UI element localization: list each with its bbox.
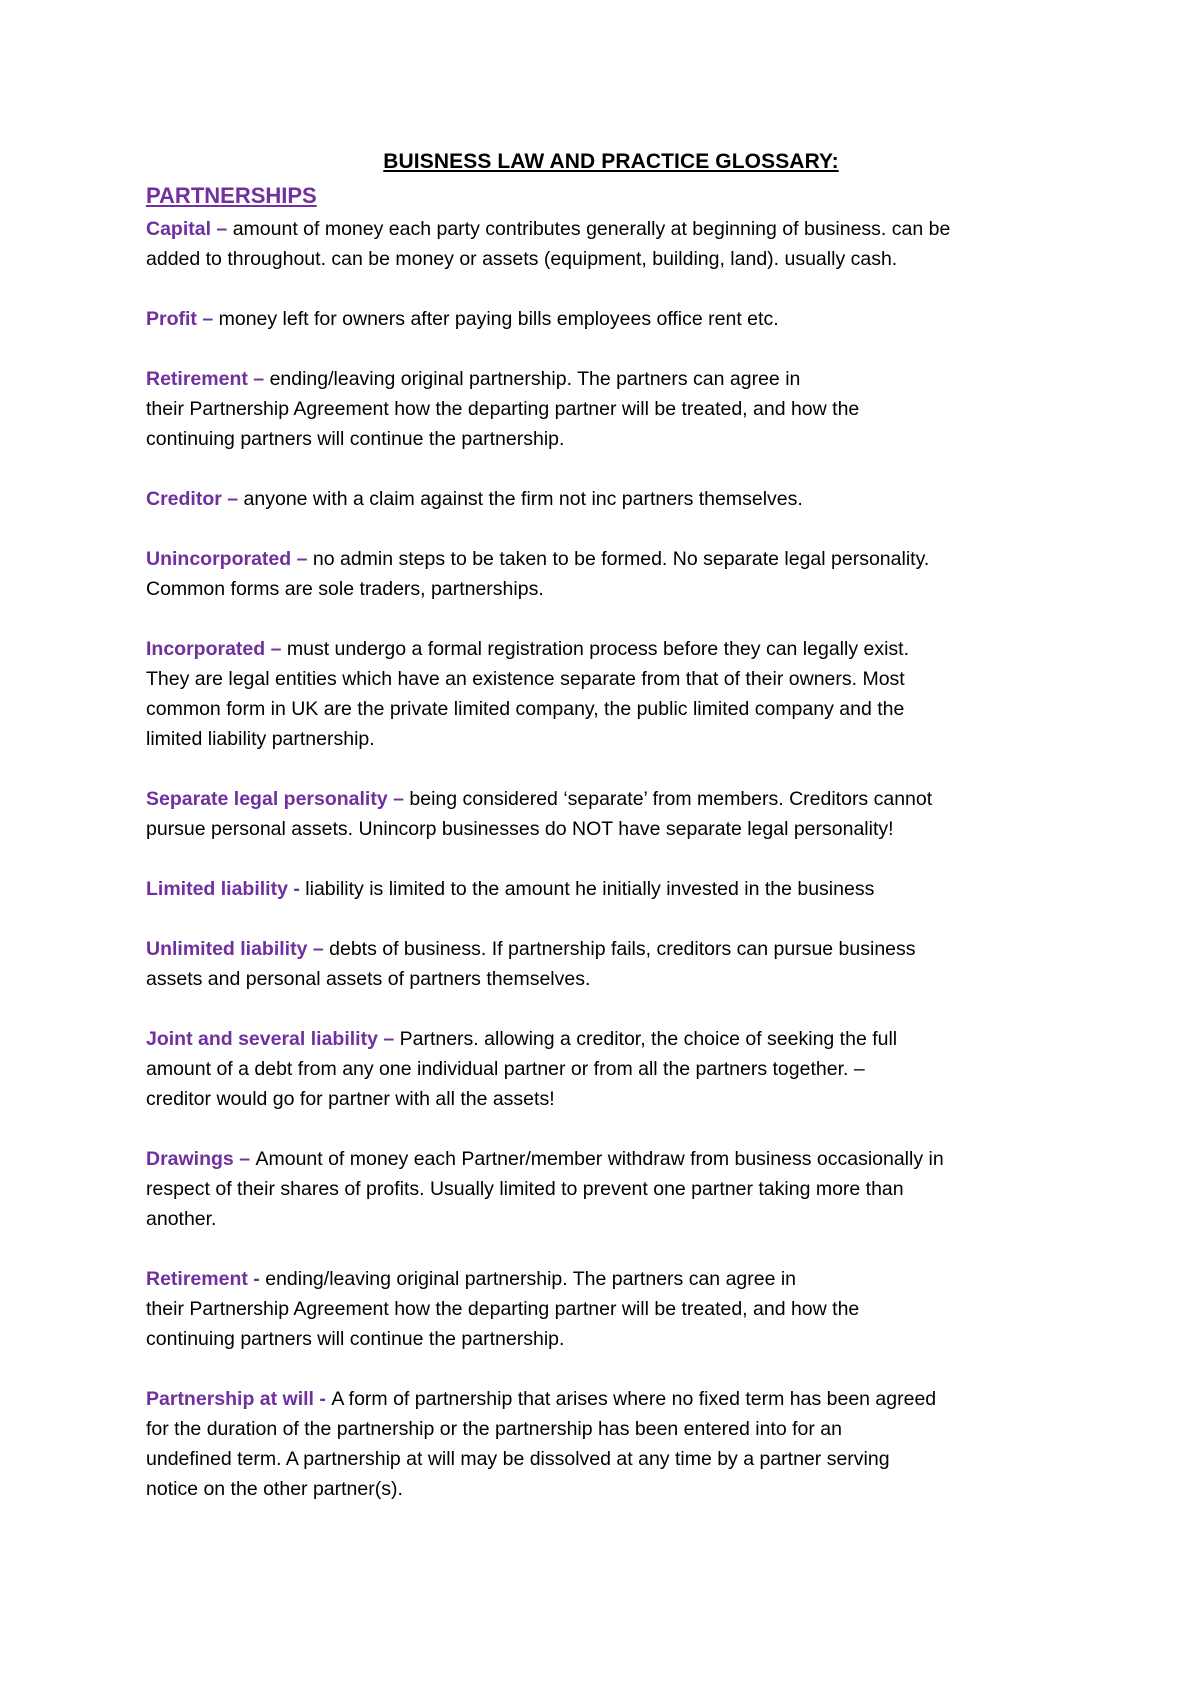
glossary-entry [146, 1144, 1076, 1234]
glossary-entry [146, 364, 1076, 454]
glossary-term: Retirement [146, 368, 248, 390]
glossary-definition: ending/leaving original partnership. The partners can agree in their Partnership Agreement how the departing partner will be treated, and how the continuing partners will continue the partnership. [146, 368, 860, 450]
term-separator: - [313, 1388, 332, 1410]
glossary-term: Unlimited liability [146, 938, 308, 960]
glossary-entry [146, 634, 1076, 754]
glossary-term: Incorporated [146, 638, 266, 660]
glossary-definition: being considered ‘separate’ from members. Creditors cannot pursue personal assets. Unincorp businesses do NOT have separate legal personality! [146, 788, 933, 840]
glossary-term: Joint and several liability [146, 1028, 378, 1050]
term-separator: – [265, 638, 287, 660]
term-separator: – [196, 308, 219, 330]
glossary-term: Unincorporated [146, 548, 292, 570]
glossary-definition: money left for owners after paying bills employees office rent etc. [218, 308, 779, 330]
section-heading-partnerships: PARTNERSHIPS [146, 183, 317, 208]
glossary-definition: anyone with a claim against the firm not inc partners themselves. [243, 488, 803, 510]
glossary-definition: debts of business. If partnership fails, creditors can pursue business assets and personal assets of partners themselves. [146, 938, 916, 990]
term-separator: – [291, 548, 313, 570]
glossary-entry [146, 544, 1076, 604]
glossary-term: Limited liability [146, 878, 288, 900]
term-separator: - [287, 878, 306, 900]
glossary-definition: A form of partnership that arises where no fixed term has been agreed for the duration of the partnership or the partnership has been entered into for an undefined term. A partnership at will may be dissolved at any time by a partner serving notice on the other partner(s). [146, 1388, 937, 1500]
term-separator: – [233, 1148, 256, 1170]
term-separator: – [387, 788, 410, 810]
glossary-entry [146, 874, 1076, 904]
glossary-definition: Partners. allowing a creditor, the choice of seeking the full amount of a debt from any one individual partner or from all the partners together. – creditor would go for partner with all the assets! [146, 1028, 898, 1110]
glossary-entry [146, 784, 1076, 844]
document-page [146, 150, 1076, 1534]
glossary-term: Separate legal personality [146, 788, 388, 810]
term-separator: – [307, 938, 330, 960]
glossary-term: Partnership at will [146, 1388, 314, 1410]
glossary-definition: no admin steps to be taken to be formed. No separate legal personality. Common forms are sole traders, partnerships. [146, 548, 930, 600]
glossary-term: Creditor [146, 488, 222, 510]
glossary-definition: liability is limited to the amount he initially invested in the business [305, 878, 875, 900]
glossary-entry [146, 484, 1076, 514]
glossary-entries [146, 214, 1076, 1504]
glossary-entry [146, 1024, 1076, 1114]
glossary-entry [146, 1384, 1076, 1504]
glossary-definition: amount of money each party contributes generally at beginning of business. can be added to throughout. can be money or assets (equipment, building, land). usually cash. [146, 218, 951, 270]
glossary-entry [146, 214, 1076, 274]
glossary-entry [146, 934, 1076, 994]
term-separator: – [377, 1028, 400, 1050]
glossary-definition: must undergo a formal registration process before they can legally exist. They are legal entities which have an existence separate from that of their owners. Most common form in UK are the private limited company, the public limited company and the limited liability partnership. [146, 638, 910, 750]
term-separator: - [247, 1268, 266, 1290]
glossary-definition: Amount of money each Partner/member withdraw from business occasionally in respect of their shares of profits. Usually limited to prevent one partner taking more than another. [146, 1148, 944, 1230]
term-separator: – [221, 488, 244, 510]
glossary-term: Drawings [146, 1148, 234, 1170]
glossary-term: Retirement [146, 1268, 248, 1290]
document-title: BUISNESS LAW AND PRACTICE GLOSSARY: [383, 150, 839, 173]
glossary-term: Capital [146, 218, 212, 240]
glossary-term: Profit [146, 308, 197, 330]
glossary-entry [146, 304, 1076, 334]
glossary-entry [146, 1264, 1076, 1354]
term-separator: – [211, 218, 233, 240]
term-separator: – [247, 368, 270, 390]
glossary-definition: ending/leaving original partnership. The partners can agree in their Partnership Agreement how the departing partner will be treated, and how the continuing partners will continue the partnership. [146, 1268, 860, 1350]
